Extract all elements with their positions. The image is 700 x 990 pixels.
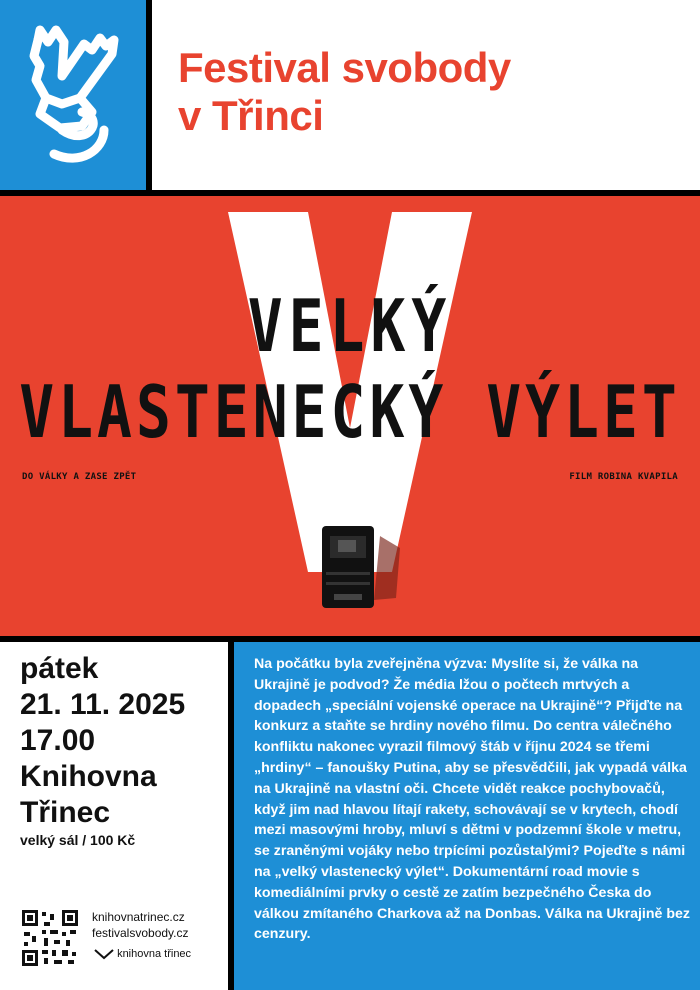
film-description-panel (234, 642, 700, 990)
event-venue-line1: Knihovna (20, 760, 157, 793)
film-credit: FILM ROBINA KVAPILA (569, 472, 678, 482)
festival-title-line1: Festival svobody (178, 44, 511, 91)
library-website-link[interactable]: knihovnatrinec.cz (92, 910, 185, 924)
event-time: 17.00 (20, 724, 96, 757)
qr-code-icon[interactable] (22, 910, 78, 966)
event-venue-line2: Třinec (20, 796, 111, 829)
film-description: Na počátku byla zveřejněna výzva: Myslíte si, že válka na Ukrajině je podvod? Že média lžou o počtech mrtvých a dopadech „speciální vojenské operace na Ukrajině“? Přijďte na konkurz a staňte se hrdiny nového filmu. Do centra válečného konfliktu nakonec vyrazil filmový štáb v říjnu 2024 se třemi „hrdiny“ – fanoušky Putina, aby se přesvědčili, jak vypadá válka na Ukrajině na vlastní oči. Chcete vidět reakce pochybovačů, když jim nad hlavou lítají rakety, schovávají se v krytech, chodí mezi masovými hroby, mluví s dětmi v podzemní škole v metru, se zraněnými vojáky nebo trpícími pozůstalými? Pojeďte s námi na „velký vlastenecký výlet“. Dokumentární road movie s komediálními prvky o cestě ze zatím bezpečného Česka do válkou zmítaného Charkova až na Donbas. Válka na Ukrajině bez cenzury. (254, 656, 691, 943)
library-chevron-icon (94, 948, 114, 960)
event-info-panel (0, 642, 228, 990)
event-day: pátek (20, 652, 99, 685)
library-logo (94, 948, 191, 960)
film-title-line2: VLASTENECKÝ VÝLET (19, 369, 681, 455)
festival-website-link[interactable]: festivalsvobody.cz (92, 926, 189, 940)
victory-hand-logo-icon (0, 0, 146, 190)
film-banner (0, 196, 700, 636)
film-title-line1: VELKÝ (247, 283, 453, 369)
event-date: 21. 11. 2025 (20, 688, 186, 721)
festival-logo-panel (0, 0, 146, 190)
event-hall-price: velký sál / 100 Kč (20, 832, 136, 848)
festival-title-panel (152, 0, 700, 190)
film-tagline: DO VÁLKY A ZASE ZPĚT (22, 472, 137, 482)
festival-title-line2: v Třinci (178, 92, 324, 139)
festival-title (178, 44, 511, 140)
library-logo-text: knihovna třinec (117, 948, 192, 960)
